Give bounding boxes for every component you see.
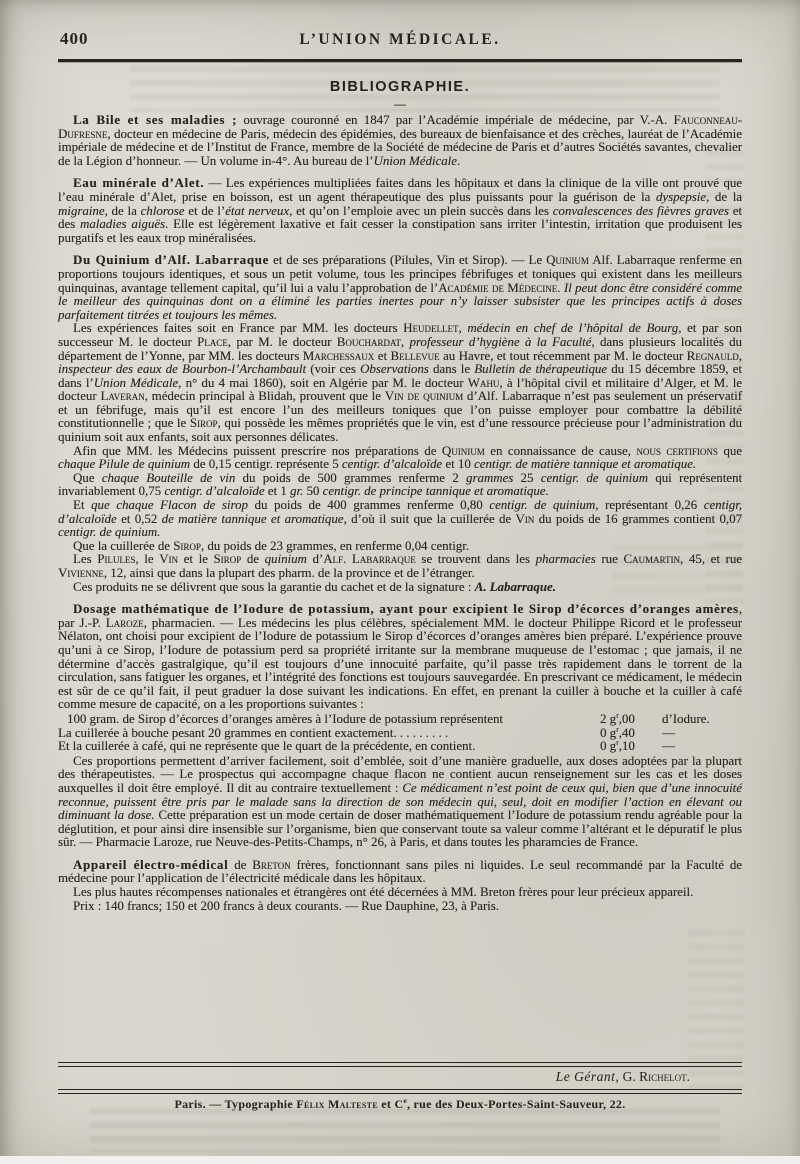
dosage-label: La cuillerée à bouche pesant 20 grammes en contient exactement. . . . . . . . .	[58, 725, 449, 740]
paragraph: Du Quinium d’Alf. Labarraque et de ses préparations (Pilules, Vin et Sirop). — Le Quinium Alf. Labarraque renferme en proportions toujours identiques, et sous un petit volume, tous les principes fébrifuges et toniques qui existent dans les meilleurs quinquinas, avantage tellement capital, qu’il lui a valu l’approbation de l’Académie de Médecine. Il peut donc être considéré comme le meilleur des quinquinas dont on a éliminé les parties inertes pour n’y laisser subsister que les principes actifs à doses parfaitement titrées et toujours les mêmes.	[58, 253, 742, 322]
dosage-label: 100 gram. de Sirop d’écorces d’oranges amères à l’Iodure de potassium représentent	[67, 711, 503, 726]
dosage-tail: —	[662, 725, 675, 740]
dosage-label: Et la cuillerée à café, qui ne représente que le quart de la précédente, en contient.	[58, 739, 476, 754]
journal-title: L’UNION MÉDICALE.	[299, 31, 501, 48]
paragraph: Les expériences faites soit en France par MM. les docteurs Heudellet, médecin en chef de l’hôpital de Bourg, et par son successeur M. le docteur Place, par M. le docteur Bouchardat, professeur d’hygiène à la Faculté, dans plusieurs localités du département de l’Yonne, par MM. les docteurs Marchessaux et Bellevue au Havre, et tout récemment par M. le docteur Regnauld, inspecteur des eaux de Bourbon-l’Archambault (voir ces Observations dans le Bulletin de thérapeutique du 15 décembre 1859, et dans l’Union Médicale, n° du 4 mai 1860), soit en Algérie par M. le docteur Wahu, à l’hôpital civil et militaire d’Alger, et M. le docteur Laveran, médecin principal à Blidah, prouvent que le Vin de quinium d’Alf. Labarraque n’est pas seulement un préservatif et un fébrifuge, mais qu’il est encore l’un des meilleurs toniques que l’on puisse employer pour combattre la débilité constitutionnelle ; que le Sirop, qui possède les mêmes propriétés que le vin, est d’une ressource précieuse pour l’administration du quinium soit aux enfants, soit aux personnes délicates.	[58, 321, 743, 445]
dosage-value: 0 $g^r,40$	[600, 724, 635, 740]
article-body	[58, 114, 742, 913]
section-title: BIBLIOGRAPHIE.	[329, 79, 471, 95]
manager-name: G. Richelot.	[622, 1069, 690, 1084]
paragraph: Afin que MM. les Médecins puissent prescrire nos préparations de Quinium en connaissance de cause, nous certifions que chaque Pilule de quinium de 0,15 centigr. représente 5 centigr. d’alcaloïde et 10 centigr. de matière tannique et aromatique.	[58, 443, 742, 472]
section-divider-dash: —	[394, 97, 406, 111]
paragraph: Que la cuillerée de Sirop, du poids de 23 grammes, en renferme 0,04 centigr.	[73, 538, 470, 553]
manager-line	[58, 1069, 742, 1085]
footer-rule-bottom	[58, 1089, 742, 1094]
header-rule	[58, 59, 742, 62]
imprint-line: Paris. — Typographie Félix Malteste et Ce, rue des Deux-Portes-Saint-Sauveur, 22.	[174, 1097, 626, 1111]
paragraph: Les plus hautes récompenses nationales et étrangères ont été décernées à MM. Breton frères pour leur précieux appareil.	[73, 885, 694, 900]
dosage-value: 2 $g^r,00$	[600, 710, 635, 726]
paragraph: Et que chaque Flacon de sirop du poids de 400 grammes renferme 0,80 centigr. de quinium, représentant 0,26 centigr, d’alcaloïde et 0,52 de matière tannique et aromatique, d’où il suit que la cuillerée de Vin du poids de 16 grammes contient 0,07 centigr. de quinium.	[58, 498, 743, 540]
page-number: 400	[60, 29, 89, 48]
dosage-row	[58, 710, 742, 727]
paragraph: Appareil électro-médical de Breton frères, fonctionnant sans piles ni liquides. Le seul recommandé par la Faculté de médecine pour l’application de l’électricité médicale dans les hôpitaux.	[58, 857, 742, 886]
dosage-tail: d’Iodure.	[662, 711, 710, 726]
manager-label: Le Gérant,	[555, 1069, 620, 1084]
paragraph: La Bile et ses maladies ; ouvrage couronné en 1847 par l’Académie impériale de médecine, par V.-A. Fauconneau-Dufresne, docteur en médecine de Paris, médecin des épidémies, des bureaux de bienfaisance et des crèches, lauréat de l’Académie impériale de médecine et de l’Institut de France, membre de la Société de médecine de Paris et d’autres Sociétés savantes, chevalier de la Légion d’honneur. — Un volume in-4°. Au bureau de l’Union Médicale.	[58, 113, 742, 168]
dosage-tail: —	[662, 739, 675, 754]
page-content	[58, 0, 742, 1164]
paragraph: Dosage mathématique de l’Iodure de potassium, ayant pour excipient le Sirop d’écorces d’oranges amères, par J.-P. Laroze, pharmacien. — Les médecins les plus célèbres, spécialement MM. le docteur Philippe Ricord et le professeur Nélaton, ont choisi pour excipient de l’Iodure de potassium le Sirop d’écorces d’oranges amères bien préparé. L’expérience prouve qu’uni à ce Sirop, l’Iodure de potassium perd sa propriété irritante sur la membrane muqueuse de l’estomac ; que jamais, il ne détermine d’accès gastralgique, qu’il est toujours d’une innocuité parfaite, qu’il passe très rapidement dans le torrent de la circulation, sans fatiguer les organes, et l’intégrité des fonctions est toujours sauvegardée. En prescrivant ce médicament, le médecin est sûr de ce qu’il fait, il peut graduer la dose suivant les indications. En effet, en prenant la cuiller à bouche et la cuiller à café comme mesure de capacité, on a les proportions suivantes :	[58, 602, 742, 712]
paragraph: Ces proportions permettent d’arriver facilement, soit d’emblée, soit d’une manière graduelle, aux doses adoptées par la plupart des thérapeutistes. — Le prospectus qui accompagne chaque flacon ne contient aucun renseignement sur les cas et les doses auxquelles il doit être employé. Il dit au contraire textuellement : Ce médicament n’est point de ceux qui, bien que d’une innocuité reconnue, puissent être pris par le malade sans la direction de son médecin qui, seul, doit en modifier l’action en élevant ou diminuant la dose. Cette préparation est un mode certain de doser mathématiquement l’Iodure de potassium rendu agréable pour la déglutition, et pour ainsi dire insensible sur l’organisme, bien que conservant toute sa valeur comme l’altérant et le dépuratif le plus sûr. — Pharmacie Laroze, rue Neuve-des-Petits-Champs, n° 26, à Paris, et dans toutes les pharamcies de France.	[58, 753, 743, 850]
paragraph: Prix : 140 francs; 150 et 200 francs à deux courants. — Rue Dauphine, 23, à Paris.	[73, 898, 500, 913]
paragraph: Ces produits ne se délivrent que sous la garantie du cachet et de la signature : A. Labarraque.	[73, 579, 556, 594]
dosage-row	[58, 737, 742, 754]
paragraph: Eau minérale d’Alet. — Les expériences multipliées faites dans les hôpitaux et dans la clinique de la ville ont prouvé que l’eau minérale d’Alet, prise en boisson, est un agent thérapeutique des plus puissants pour la guérison de la dyspepsie, de la migraine, de la chlorose et de l’état nerveux, et qu’on l’emploie avec un plein succès dans les convalescences des fièvres graves et des maladies aiguës. Elle est légèrement laxative et fait cesser la constipation sans irriter l’intestin, irritation que produisent les purgatifs et les eaux trop minéralisées.	[58, 176, 743, 245]
footer-rule-top	[58, 1062, 742, 1067]
dosage-table	[58, 710, 742, 754]
dosage-row	[58, 724, 742, 741]
paragraph: Les Pilules, le Vin et le Sirop de quinium d’Alf. Labarraque se trouvent dans les pharmacies rue Caumartin, 45, et rue Vivienne, 12, ainsi que dans la plupart des pharm. de la province et de l’étranger.	[58, 552, 742, 580]
scan-edge	[0, 1156, 800, 1164]
dosage-value: 0 $g^r,10$	[600, 737, 635, 754]
paragraph: Que chaque Bouteille de vin du poids de 500 grammes renferme 2 grammes 25 centigr. de quinium qui représentent invariablement 0,75 centigr. d’alcaloïde et 1 gr. 50 centigr. de principe tannique et aromatique.	[58, 470, 743, 499]
